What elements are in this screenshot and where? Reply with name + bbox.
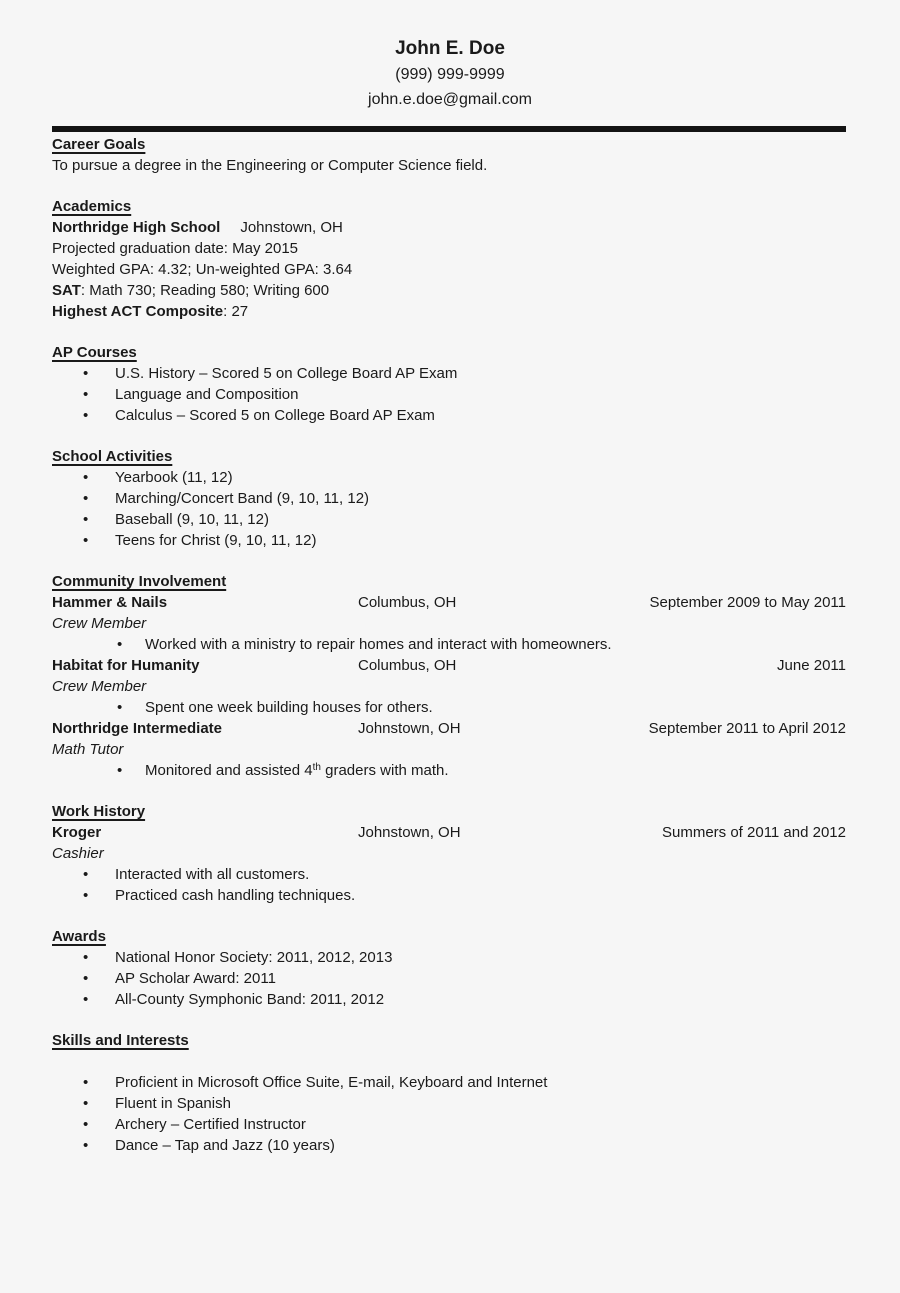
ap-courses-heading: AP Courses	[52, 344, 137, 361]
phone-number: (999) 999-9999	[395, 66, 505, 83]
blank-line	[52, 1051, 846, 1072]
list-item: • Language and Composition	[52, 384, 846, 405]
act-label: Highest ACT Composite	[52, 303, 224, 320]
org-name: Kroger	[52, 824, 102, 841]
work-history-heading: Work History	[52, 803, 146, 820]
list-item: • Yearbook (11, 12)	[52, 467, 846, 488]
email-address: john.e.doe@gmail.com	[368, 91, 532, 108]
sat-scores: : Math 730; Reading 580; Writing 600	[80, 282, 330, 299]
org-role: Crew Member	[52, 615, 147, 632]
list-item: • Baseball (9, 10, 11, 12)	[52, 509, 846, 530]
list-item: • All-County Symphonic Band: 2011, 2012	[52, 989, 846, 1010]
section-career-goals	[52, 134, 846, 176]
school-location: Johnstown, OH	[240, 219, 343, 236]
list-item: • Fluent in Spanish	[52, 1093, 846, 1114]
org-name: Hammer & Nails	[52, 594, 168, 611]
org-role: Math Tutor	[52, 741, 124, 758]
list-item: • Worked with a ministry to repair homes and interact with homeowners.	[52, 634, 846, 655]
section-ap-courses	[52, 342, 846, 426]
act-line	[52, 301, 846, 322]
skills-list	[52, 1072, 846, 1156]
skills-heading: Skills and Interests	[52, 1032, 189, 1049]
community-entry-row	[52, 718, 846, 739]
gpa-line: Weighted GPA: 4.32; Un-weighted GPA: 3.64	[52, 261, 353, 278]
bullet-text: Monitored and assisted 4	[145, 762, 313, 779]
org-location: Columbus, OH	[358, 657, 457, 674]
list-item: • Practiced cash handling techniques.	[52, 885, 846, 906]
org-dates: September 2009 to May 2011	[649, 594, 846, 611]
career-goals-text: To pursue a degree in the Engineering or Computer Science field.	[52, 157, 488, 174]
org-location: Johnstown, OH	[358, 824, 461, 841]
resume-header	[0, 0, 900, 112]
list-item: • Dance – Tap and Jazz (10 years)	[52, 1135, 846, 1156]
school-name: Northridge High School	[52, 219, 221, 236]
section-awards	[52, 926, 846, 1010]
school-activities-heading: School Activities	[52, 448, 173, 465]
section-work-history	[52, 801, 846, 906]
section-school-activities	[52, 446, 846, 551]
list-item: • U.S. History – Scored 5 on College Board AP Exam	[52, 363, 846, 384]
academics-school-row	[52, 217, 846, 238]
list-item: • Interacted with all customers.	[52, 864, 846, 885]
list-item: • National Honor Society: 2011, 2012, 2013	[52, 947, 846, 968]
sat-line	[52, 280, 846, 301]
ap-courses-list	[52, 363, 846, 426]
community-entry-bullets	[52, 697, 846, 718]
org-location: Johnstown, OH	[358, 720, 461, 737]
list-item: • Proficient in Microsoft Office Suite, E-mail, Keyboard and Internet	[52, 1072, 846, 1093]
graduation-date-line: Projected graduation date: May 2015	[52, 240, 298, 257]
org-dates: June 2011	[777, 657, 846, 674]
list-item	[52, 760, 846, 781]
community-entry-bullets	[52, 634, 846, 655]
career-goals-heading: Career Goals	[52, 136, 146, 153]
list-item: • Teens for Christ (9, 10, 11, 12)	[52, 530, 846, 551]
community-entry-bullets	[52, 760, 846, 781]
org-dates: Summers of 2011 and 2012	[661, 824, 846, 841]
community-entry-row	[52, 655, 846, 676]
community-heading: Community Involvement	[52, 573, 227, 590]
sat-label: SAT	[52, 282, 81, 299]
org-dates: September 2011 to April 2012	[648, 720, 846, 737]
org-name: Northridge Intermediate	[52, 720, 223, 737]
work-entry-bullets	[52, 864, 846, 906]
academics-heading: Academics	[52, 198, 132, 215]
resume-body	[0, 126, 900, 1156]
ordinal-superscript: th	[312, 762, 321, 773]
section-community-involvement	[52, 571, 846, 781]
org-role: Cashier	[52, 845, 104, 862]
list-item: • Calculus – Scored 5 on College Board AP Exam	[52, 405, 846, 426]
header-divider	[52, 126, 846, 132]
awards-list	[52, 947, 846, 1010]
section-academics	[52, 196, 846, 322]
org-role: Crew Member	[52, 678, 147, 695]
act-score: : 27	[223, 303, 249, 320]
org-name: Habitat for Humanity	[52, 657, 200, 674]
awards-heading: Awards	[52, 928, 106, 945]
list-item: • Marching/Concert Band (9, 10, 11, 12)	[52, 488, 846, 509]
candidate-name: John E. Doe	[395, 38, 505, 59]
org-location: Columbus, OH	[358, 594, 457, 611]
list-item: • Archery – Certified Instructor	[52, 1114, 846, 1135]
list-item: • Spent one week building houses for others.	[52, 697, 846, 718]
section-skills-interests	[52, 1030, 846, 1156]
work-entry-row	[52, 822, 846, 843]
bullet-text: graders with math.	[320, 762, 449, 779]
school-activities-list	[52, 467, 846, 551]
community-entry-row	[52, 592, 846, 613]
list-item: • AP Scholar Award: 2011	[52, 968, 846, 989]
